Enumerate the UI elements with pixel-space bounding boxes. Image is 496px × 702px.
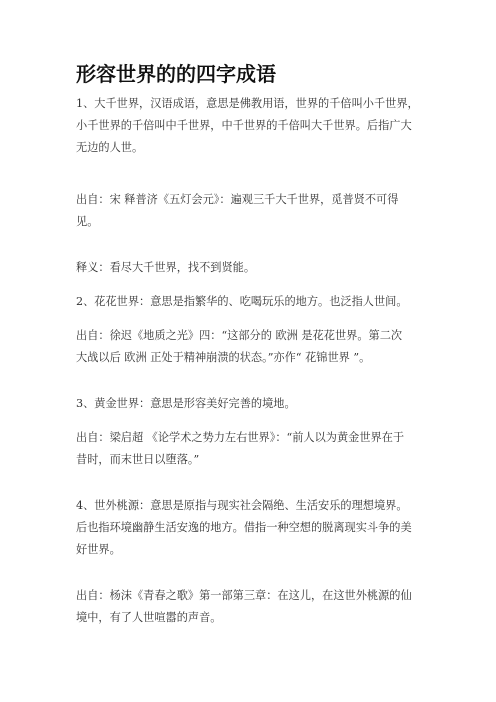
- paragraph-line: 见。: [76, 215, 99, 228]
- paragraph-line: 2、花花世界：意思是指繁华的、吃喝玩乐的地方。也泛指人世间。: [76, 295, 408, 308]
- paragraph-shi-wai-tao-yuan: [76, 495, 436, 561]
- paragraph-line: 小千世界的千倍叫中千世界，中千世界的千倍叫大千世界。后指广大: [76, 119, 412, 132]
- paragraph-da-qian-shi-jie: [76, 93, 436, 159]
- paragraph-line: 释义：看尽大千世界，找不到贤能。: [76, 261, 256, 274]
- paragraph-line: 3、黄金世界：意思是形容美好完善的境地。: [76, 397, 296, 410]
- paragraph-line: 出自：徐迟《地质之光》四：“这部分的 欧洲 是花花世界。第二次: [76, 329, 403, 342]
- paragraph-line: 大战以后 欧洲 正处于精神崩溃的状态。”亦作“ 花锦世界 ”。: [76, 351, 371, 364]
- paragraph-line: 出自：宋 释普济《五灯会元》：遍观三千大千世界，觅普贤不可得: [76, 193, 399, 206]
- paragraph-line: 1、大千世界，汉语成语，意思是佛教用语，世界的千倍叫小千世界，: [76, 97, 419, 110]
- paragraph-line: 出自：梁启超 《论学术之势力左右世界》：“前人以为黄金世界在于: [76, 431, 405, 444]
- paragraph-line: 无边的人世。: [76, 141, 144, 154]
- paragraph-huang-jin-shi-jie: [76, 393, 436, 415]
- paragraph-source-4: [76, 585, 436, 629]
- paragraph-line: 好世界。: [76, 543, 121, 556]
- paragraph-line: 4、世外桃源：意思是原指与现实社会隔绝、生活安乐的理想境界。: [76, 499, 408, 512]
- paragraph-line: 出自：杨沫《青春之歌》第一部第三章：在这儿，在这世外桃源的仙: [76, 589, 412, 602]
- paragraph-source-1: [76, 189, 436, 233]
- paragraph-hua-hua-shi-jie: [76, 291, 436, 313]
- paragraph-line: 境中，有了人世喧嚣的声音。: [76, 611, 222, 624]
- paragraph-source-3: [76, 427, 436, 471]
- paragraph-line: 昔时，而末世日以堕落。”: [76, 453, 200, 466]
- paragraph-source-2: [76, 325, 436, 369]
- paragraph-explanation-1: [76, 257, 436, 279]
- paragraph-line: 后也指环境幽静生活安逸的地方。借指一种空想的脱离现实斗争的美: [76, 521, 412, 534]
- page-title: 形容世界的的四字成语: [76, 62, 276, 86]
